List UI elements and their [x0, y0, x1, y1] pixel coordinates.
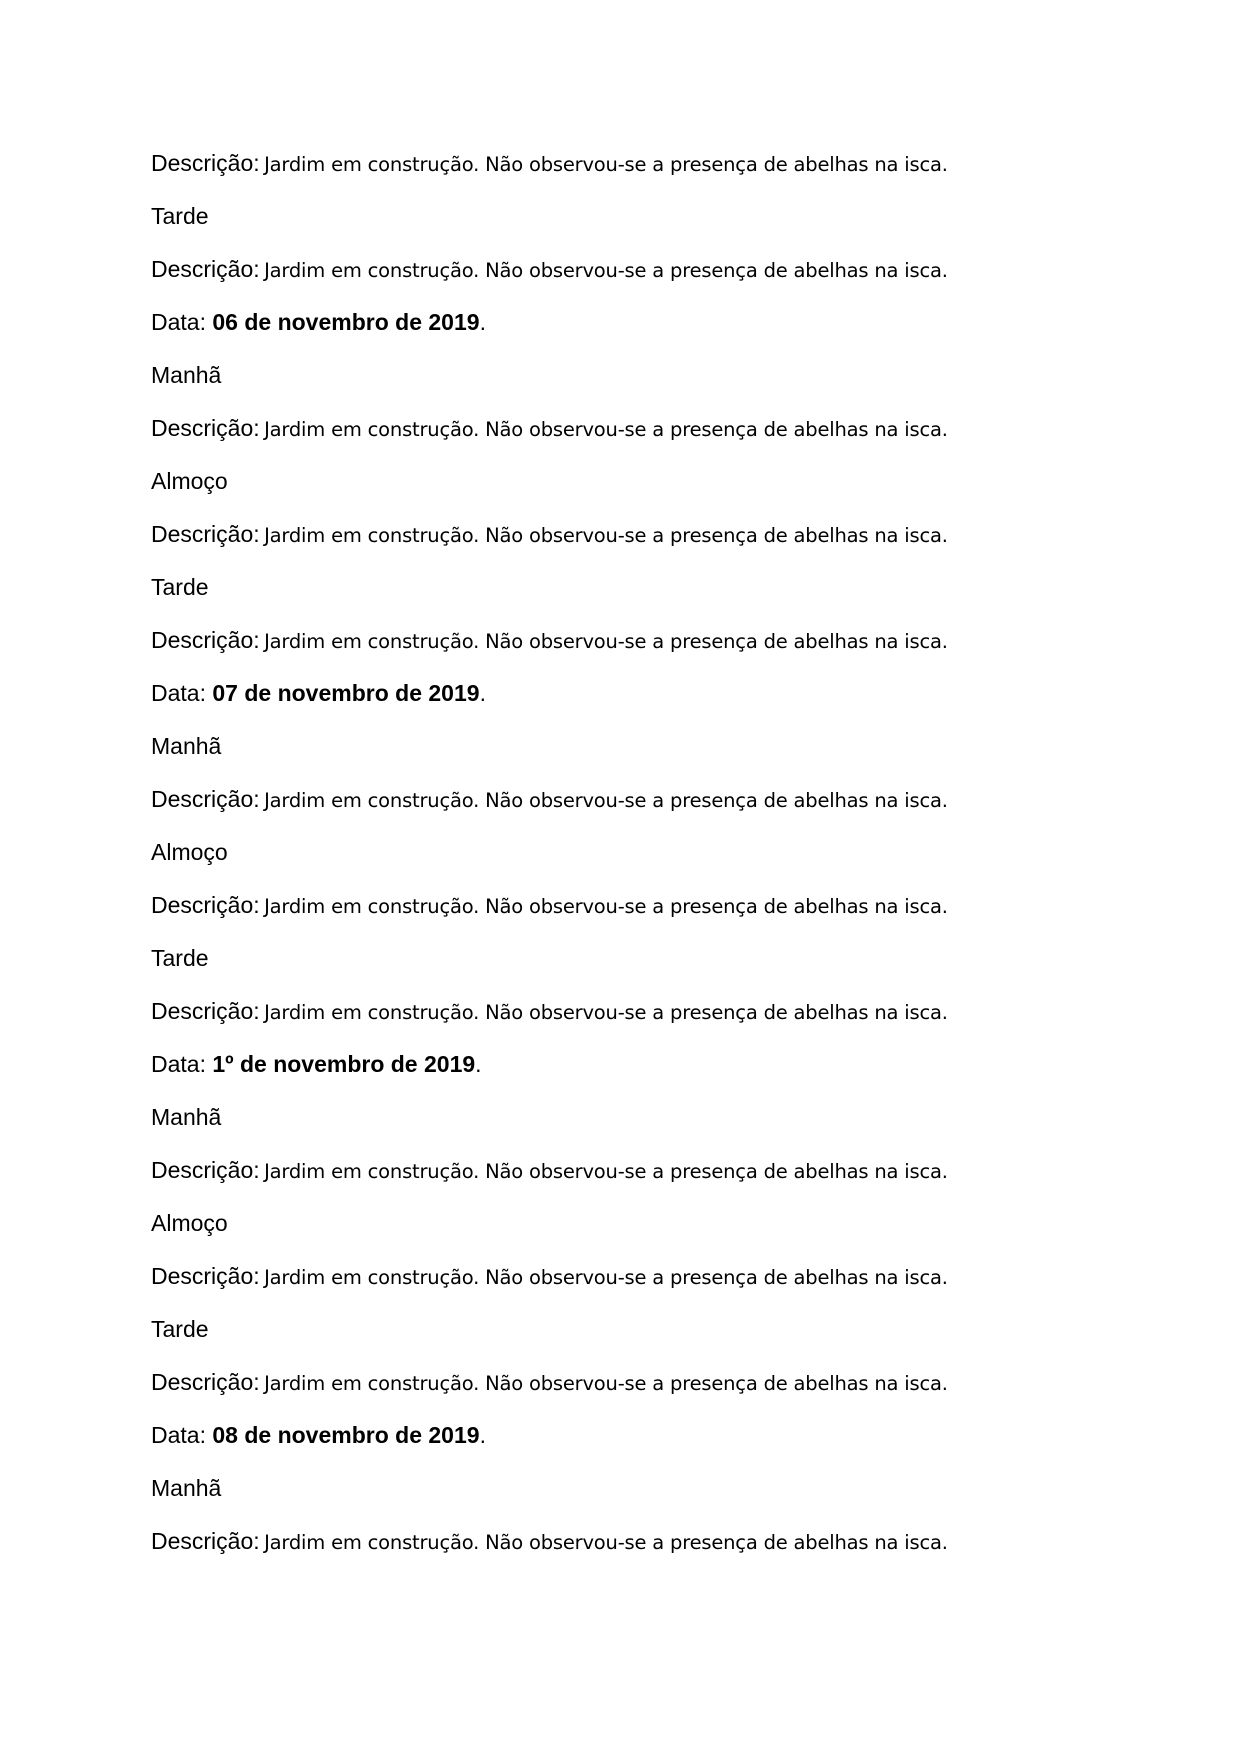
period-heading: Manhã [151, 1475, 222, 1501]
description-label: Descrição: [151, 1157, 260, 1183]
description-line [151, 1265, 948, 1288]
period-heading: Tarde [151, 945, 209, 971]
date-value: 08 de novembro de 2019 [212, 1422, 480, 1448]
period-heading: Almoço [151, 1210, 228, 1236]
description-label: Descrição: [151, 415, 260, 441]
period-heading: Tarde [151, 1316, 209, 1342]
description-label: Descrição: [151, 1263, 260, 1289]
period-heading: Almoço [151, 468, 228, 494]
date-period: . [479, 1422, 486, 1448]
date-value: 06 de novembro de 2019 [212, 309, 480, 335]
description-text: Jardim em construção. Não observou-se a presença de abelhas na isca. [264, 1531, 948, 1554]
description-label: Descrição: [151, 786, 260, 812]
description-text: Jardim em construção. Não observou-se a presença de abelhas na isca. [264, 1372, 948, 1395]
period-heading: Tarde [151, 574, 209, 600]
description-text: Jardim em construção. Não observou-se a presença de abelhas na isca. [264, 418, 948, 441]
date-line [151, 311, 486, 334]
description-text: Jardim em construção. Não observou-se a presença de abelhas na isca. [264, 259, 948, 282]
description-text: Jardim em construção. Não observou-se a presença de abelhas na isca. [264, 789, 948, 812]
description-line [151, 417, 948, 440]
period-heading: Manhã [151, 362, 222, 388]
date-period: . [479, 680, 486, 706]
date-value: 1º de novembro de 2019 [212, 1051, 476, 1077]
date-line [151, 682, 486, 705]
description-line [151, 894, 948, 917]
description-text: Jardim em construção. Não observou-se a presença de abelhas na isca. [264, 524, 948, 547]
description-text: Jardim em construção. Não observou-se a presença de abelhas na isca. [264, 1266, 948, 1289]
period-heading: Almoço [151, 839, 228, 865]
description-line [151, 1530, 948, 1553]
date-label: Data: [151, 680, 206, 706]
description-line [151, 152, 948, 175]
description-line [151, 629, 948, 652]
period-heading: Manhã [151, 733, 222, 759]
description-text: Jardim em construção. Não observou-se a presença de abelhas na isca. [264, 153, 948, 176]
description-line [151, 258, 948, 281]
description-label: Descrição: [151, 1528, 260, 1554]
date-label: Data: [151, 309, 206, 335]
date-period: . [475, 1051, 482, 1077]
date-period: . [479, 309, 486, 335]
description-label: Descrição: [151, 627, 260, 653]
date-line [151, 1424, 486, 1447]
date-label: Data: [151, 1051, 206, 1077]
description-label: Descrição: [151, 892, 260, 918]
description-line [151, 1371, 948, 1394]
date-line [151, 1053, 482, 1076]
description-line [151, 1159, 948, 1182]
description-text: Jardim em construção. Não observou-se a presença de abelhas na isca. [264, 1160, 948, 1183]
description-label: Descrição: [151, 521, 260, 547]
description-label: Descrição: [151, 1369, 260, 1395]
description-text: Jardim em construção. Não observou-se a presença de abelhas na isca. [264, 1001, 948, 1024]
description-label: Descrição: [151, 256, 260, 282]
description-label: Descrição: [151, 998, 260, 1024]
description-text: Jardim em construção. Não observou-se a presença de abelhas na isca. [264, 895, 948, 918]
period-heading: Tarde [151, 203, 209, 229]
description-line [151, 1000, 948, 1023]
date-value: 07 de novembro de 2019 [212, 680, 480, 706]
description-line [151, 788, 948, 811]
description-text: Jardim em construção. Não observou-se a presença de abelhas na isca. [264, 630, 948, 653]
description-label: Descrição: [151, 150, 260, 176]
description-line [151, 523, 948, 546]
period-heading: Manhã [151, 1104, 222, 1130]
date-label: Data: [151, 1422, 206, 1448]
